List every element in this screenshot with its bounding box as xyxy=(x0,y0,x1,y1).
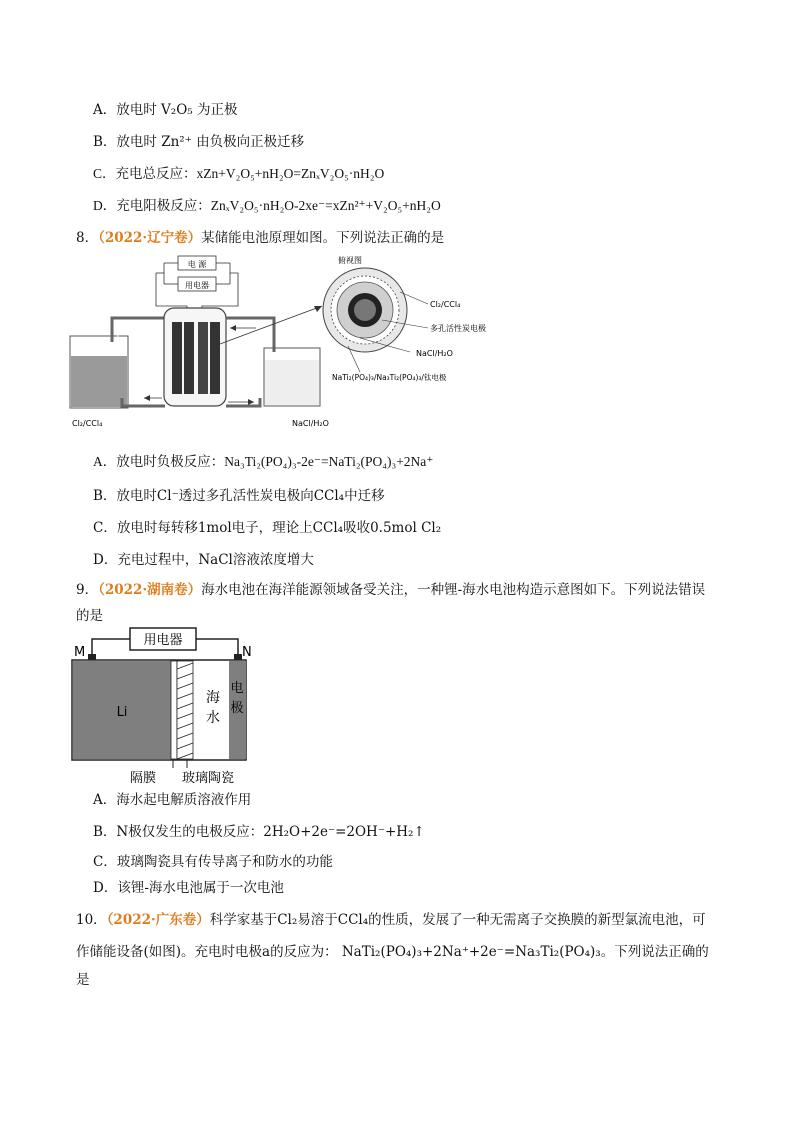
q9-electrode-2: 极 xyxy=(230,701,244,716)
q9-option-c: C．玻璃陶瓷具有传导离子和防水的功能 xyxy=(93,854,333,870)
q8-option-c: C．放电时每转移1mol电子，理论上CCl₄吸收0.5mol Cl₂ xyxy=(93,520,442,536)
q9-electrode-1: 电 xyxy=(230,681,244,696)
q9-option-d: D．该锂-海水电池属于一次电池 xyxy=(93,880,284,896)
q9-separator xyxy=(171,661,177,759)
q8-topview-title: 俯视图 xyxy=(338,256,362,265)
q8-option-b: B．放电时Cl⁻透过多孔活性炭电极向CCl₄中迁移 xyxy=(93,488,385,504)
q7-option-c: C．充电总反应：xZn+V₂O₅+nH₂O=ZnₓV₂O₅·nH₂O xyxy=(93,166,385,181)
q7-option-b: B．放电时 Zn²⁺ 由负极向正极迁移 xyxy=(93,134,305,150)
q7-option-a: A．放电时 V₂O₅ 为正极 xyxy=(93,102,238,118)
q9-terminal-n: N xyxy=(242,645,252,660)
q9-stem-line2: 的是 xyxy=(76,608,103,624)
q9-terminal-m: M xyxy=(74,645,86,660)
svg-text:NaTi₂(PO₄)₃/Na₃Ti₂(PO₄)₃/钛电极: NaTi₂(PO₄)₃/Na₃Ti₂(PO₄)₃/钛电极 xyxy=(332,373,447,382)
q9-seawater-2: 水 xyxy=(206,710,220,726)
svg-text:NaCl/H₂O: NaCl/H₂O xyxy=(416,349,453,358)
q8-device-label: 用电器 xyxy=(185,281,209,290)
q9-option-b: B．N极仅发生的电极反应：2H₂O+2e⁻=2OH⁻+H₂↑ xyxy=(93,824,425,840)
q10-line1: 10．（2022·广东卷）科学家基于Cl₂易溶于CCl₄的性质，发展了一种无需离子交换膜的新型氯流电池，可 xyxy=(76,912,706,928)
q9-device-label: 用电器 xyxy=(143,633,183,648)
q8-left-tank-label: Cl₂/CCl₄ xyxy=(72,419,103,428)
q9-separator-label: 隔膜 xyxy=(130,771,157,786)
svg-text:Cl₂/CCl₄: Cl₂/CCl₄ xyxy=(430,300,461,309)
q9-figure xyxy=(70,626,270,788)
q9-option-a: A．海水起电解质溶液作用 xyxy=(93,792,252,808)
q8-option-d: D．充电过程中，NaCl溶液浓度增大 xyxy=(93,552,314,568)
q9-li-label: Li xyxy=(116,705,128,720)
svg-text:多孔活性炭电极: 多孔活性炭电极 xyxy=(430,324,486,333)
q9-ceramic-label: 玻璃陶瓷 xyxy=(182,771,235,786)
q10-line2: 作储能设备(如图)。充电时电极a的反应为： NaTi₂(PO₄)₃+2Na⁺+2e⁻=Na₃Ti₂(PO₄)₃。下列说法正确的 xyxy=(76,944,709,960)
q8-figure xyxy=(60,248,520,448)
q10-line3: 是 xyxy=(76,972,90,988)
q7-option-d: D．充电阳极反应：ZnₓV₂O₅·nH₂O-2xe⁻=xZn²⁺+V₂O₅+nH₂O xyxy=(93,198,441,213)
q8-option-a: A．放电时负极反应：Na₃Ti₂(PO₄)₃-2e⁻=NaTi₂(PO₄)₃+2Na⁺ xyxy=(93,454,434,469)
q8-stem: 8．（2022·辽宁卷）某储能电池原理如图。下列说法正确的是 xyxy=(76,230,445,246)
q8-right-tank-label: NaCl/H₂O xyxy=(292,419,329,428)
q8-power-label: 电 源 xyxy=(187,260,207,269)
q9-seawater-1: 海 xyxy=(206,690,220,706)
q9-stem-line1: 9．（2022·湖南卷）海水电池在海洋能源领域备受关注，一种锂-海水电池构造示意图如下。下列说法错误 xyxy=(76,582,706,598)
